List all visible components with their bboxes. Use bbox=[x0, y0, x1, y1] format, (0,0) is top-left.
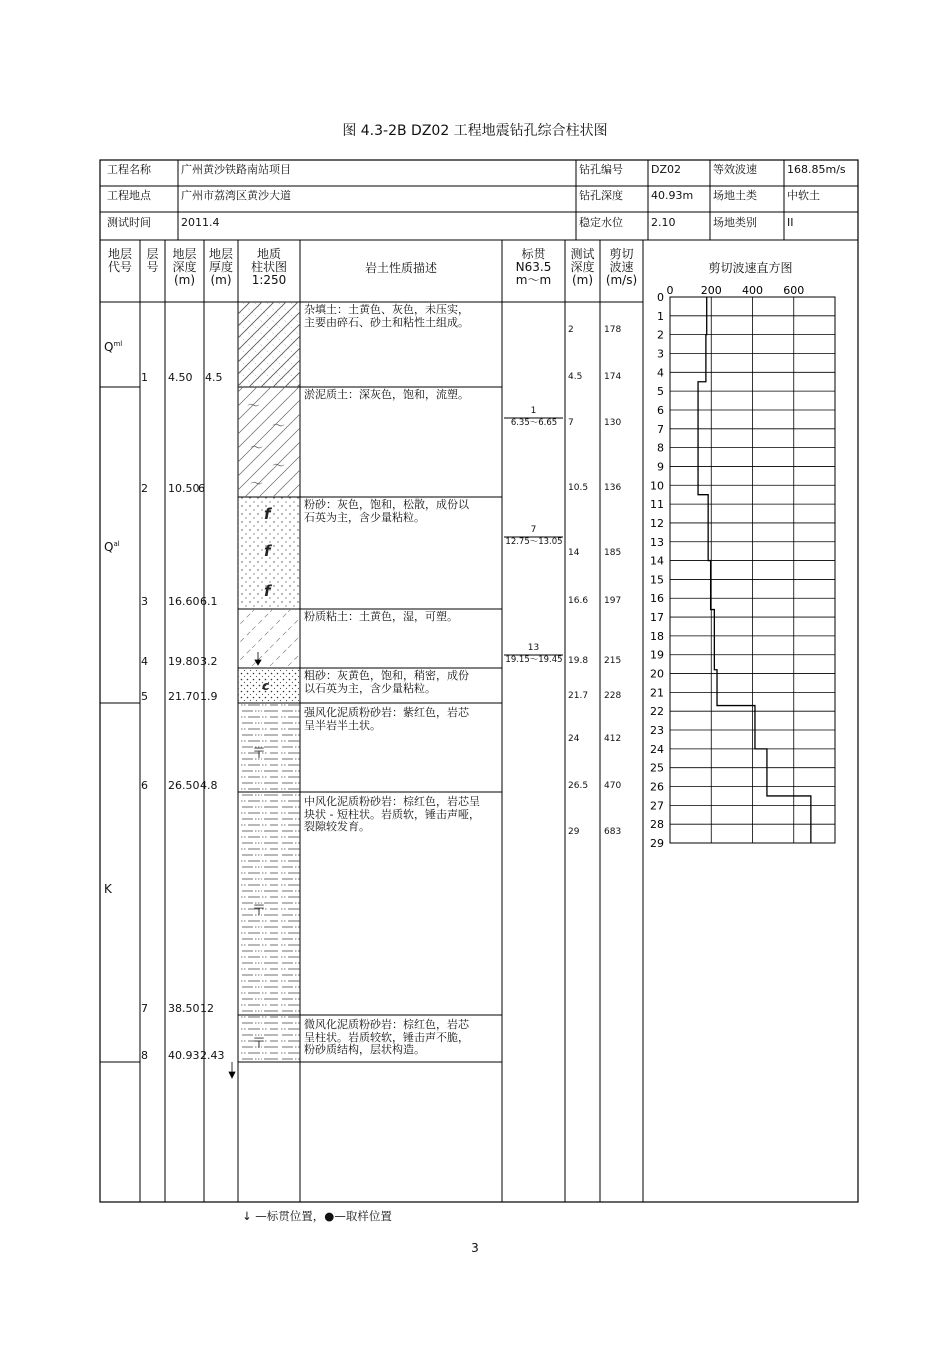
hole-no: DZ02 bbox=[651, 163, 682, 176]
header-column: 地质 柱状图 1:250 bbox=[250, 247, 287, 287]
site-label: 工程地点 bbox=[107, 189, 151, 202]
chart-y-tick: 19 bbox=[650, 648, 664, 662]
water-label: 稳定水位 bbox=[579, 216, 623, 229]
test-depth: 4.5 bbox=[568, 372, 583, 382]
chart-y-tick: 22 bbox=[650, 705, 664, 719]
chart-y-tick: 26 bbox=[650, 780, 664, 794]
layer-thickness: 1.9 bbox=[200, 690, 218, 703]
chart-y-tick: 15 bbox=[650, 573, 664, 587]
test-velocity: 185 bbox=[604, 548, 622, 558]
svg-text:c: c bbox=[262, 679, 270, 693]
layer-no: 5 bbox=[141, 690, 148, 703]
svg-text:〒: 〒 bbox=[252, 746, 266, 762]
test-depth: 14 bbox=[568, 548, 580, 558]
test-depth: 29 bbox=[568, 827, 580, 837]
test-depth: 26.5 bbox=[568, 781, 589, 791]
hole-depth: 40.93m bbox=[651, 189, 694, 202]
spt-range: 19.15～19.45 bbox=[505, 655, 563, 665]
layer-thickness: 6 bbox=[198, 482, 205, 495]
layer-depth: 40.93 bbox=[168, 1049, 200, 1062]
hole-depth-label: 钻孔深度 bbox=[579, 189, 623, 202]
layer-description: 粗砂：灰黄色，饱和，稍密，成份以石英为主，含少量粘粒。 bbox=[304, 669, 469, 695]
layer-no: 6 bbox=[141, 779, 148, 792]
test-velocity: 174 bbox=[604, 372, 622, 382]
chart-y-tick: 20 bbox=[650, 667, 664, 681]
layer-thickness: 12 bbox=[200, 1002, 214, 1015]
test-depth: 10.5 bbox=[568, 483, 589, 493]
header-spt: 标贯 N63.5 m～m bbox=[515, 247, 552, 287]
layer-thickness: 4.8 bbox=[200, 779, 218, 792]
svg-text:〒: 〒 bbox=[252, 903, 266, 919]
header-layer: 层 号 bbox=[146, 247, 159, 274]
test-time: 2011.4 bbox=[181, 216, 220, 229]
svg-text:f: f bbox=[264, 505, 271, 523]
layer-description: 粉砂：灰色，饱和，松散，成份以石英为主，含少量粘粒。 bbox=[304, 498, 469, 524]
header-shear-velocity: 剪切 波速 (m/s) bbox=[605, 247, 638, 287]
layer-thickness: 6.1 bbox=[200, 595, 218, 608]
test-velocity: 215 bbox=[604, 656, 622, 666]
chart-y-tick: 25 bbox=[650, 761, 664, 775]
svg-text:f: f bbox=[264, 582, 271, 600]
spt-count: 1 bbox=[530, 406, 537, 416]
chart-y-tick: 14 bbox=[650, 554, 664, 568]
age-code-k: K bbox=[104, 882, 112, 896]
age-code-qml: $Q^{ml}$ bbox=[104, 340, 123, 354]
chart-y-tick: 18 bbox=[650, 629, 664, 643]
svg-text:〜: 〜 bbox=[272, 459, 286, 474]
test-depth: 2 bbox=[568, 325, 574, 335]
chart-y-tick: 29 bbox=[650, 837, 664, 850]
chart-y-tick: 8 bbox=[657, 441, 664, 455]
layer-thickness: 2.43 bbox=[200, 1049, 225, 1062]
layer-no: 8 bbox=[141, 1049, 148, 1062]
layer-description: 杂填土：土黄色、灰色，未压实，主要由碎石、砂土和粘性土组成。 bbox=[304, 303, 469, 329]
layer-no: 3 bbox=[141, 595, 148, 608]
site-class: II bbox=[787, 216, 794, 229]
site-class-label: 场地类别 bbox=[713, 216, 757, 229]
layer-description: 微风化泥质粉砂岩：棕红色，岩芯呈柱状。岩质较软，锤击声不脆，粉砂质结构，层状构造。 bbox=[304, 1018, 469, 1056]
layer-description: 中风化泥质粉砂岩：棕红色，岩芯呈块状 - 短柱状。岩质软，锤击声哑，裂隙较发育。 bbox=[304, 795, 480, 833]
layer-description: 淤泥质土：深灰色，饱和，流塑。 bbox=[304, 388, 469, 401]
layer-depth: 26.50 bbox=[168, 779, 200, 792]
soil-type-label: 场地土类 bbox=[713, 189, 757, 202]
page-number: 3 bbox=[471, 1241, 479, 1255]
svg-text:〜: 〜 bbox=[247, 399, 261, 414]
test-velocity: 178 bbox=[604, 325, 622, 335]
test-depth: 7 bbox=[568, 418, 574, 428]
chart-x-tick: 0 bbox=[666, 284, 674, 297]
chart-y-tick: 28 bbox=[650, 818, 664, 832]
site: 广州市荔湾区黄沙大道 bbox=[181, 189, 291, 202]
chart-y-tick: 6 bbox=[657, 403, 664, 417]
chart-y-tick: 2 bbox=[657, 328, 664, 342]
svg-text:f: f bbox=[264, 542, 271, 560]
chart-y-tick: 13 bbox=[650, 535, 664, 549]
layer-no: 2 bbox=[141, 482, 148, 495]
chart-y-tick: 16 bbox=[650, 592, 664, 606]
test-depth: 21.7 bbox=[568, 691, 589, 701]
test-velocity: 470 bbox=[604, 781, 622, 791]
spt-range: 6.35～6.65 bbox=[510, 418, 558, 428]
layer-no: 4 bbox=[141, 655, 148, 668]
header-histogram: 剪切波速直方图 bbox=[708, 261, 793, 275]
chart-y-tick: 5 bbox=[657, 385, 664, 399]
test-depth: 16.6 bbox=[568, 596, 589, 606]
chart-y-tick: 27 bbox=[650, 799, 664, 813]
shear-velocity-chart bbox=[650, 284, 835, 850]
spt-count: 13 bbox=[527, 643, 540, 653]
equiv-vel-label: 等效波速 bbox=[713, 163, 757, 176]
layer-description: 粉质粘土：土黄色，湿，可塑。 bbox=[304, 610, 458, 623]
chart-y-tick: 7 bbox=[657, 422, 664, 436]
svg-text:〜: 〜 bbox=[272, 419, 286, 434]
chart-y-tick: 23 bbox=[650, 724, 664, 738]
layer-no: 7 bbox=[141, 1002, 148, 1015]
svg-text:〜: 〜 bbox=[250, 477, 264, 492]
chart-y-tick: 21 bbox=[650, 686, 664, 700]
chart-y-tick: 11 bbox=[650, 498, 664, 512]
chart-y-tick: 24 bbox=[650, 742, 664, 756]
spt-count: 7 bbox=[530, 525, 537, 535]
layer-no: 1 bbox=[141, 371, 148, 384]
header-code: 地层 代号 bbox=[107, 247, 132, 274]
layer-depth: 4.50 bbox=[168, 371, 193, 384]
layer-depth: 16.60 bbox=[168, 595, 200, 608]
equiv-vel: 168.85m/s bbox=[787, 163, 846, 176]
header-description: 岩土性质描述 bbox=[364, 261, 437, 275]
header-test-depth: 测试 深度 (m) bbox=[570, 247, 595, 287]
project-name: 广州黄沙铁路南站项目 bbox=[181, 163, 291, 176]
layer-description: 强风化泥质粉砂岩：紫红色，岩芯呈半岩半土状。 bbox=[304, 706, 469, 732]
chart-y-tick: 1 bbox=[657, 309, 664, 323]
chart-x-tick: 200 bbox=[700, 284, 722, 297]
chart-y-tick: 12 bbox=[650, 516, 664, 530]
layer-depth: 21.70 bbox=[168, 690, 200, 703]
chart-y-tick: 4 bbox=[657, 366, 664, 380]
chart-x-tick: 400 bbox=[742, 284, 763, 297]
layer-depth: 38.50 bbox=[168, 1002, 200, 1015]
layer-depth: 19.80 bbox=[168, 655, 200, 668]
project-name-label: 工程名称 bbox=[107, 163, 151, 176]
figure-title: 图 4.3-2B DZ02 工程地震钻孔综合柱状图 bbox=[342, 123, 608, 139]
layer-depth: 10.50 bbox=[168, 482, 200, 495]
svg-text:〒: 〒 bbox=[252, 1036, 266, 1052]
hole-no-label: 钻孔编号 bbox=[579, 163, 623, 176]
chart-y-tick: 9 bbox=[657, 460, 664, 474]
legend-footer: ↓ —标贯位置，●—取样位置 bbox=[242, 1209, 392, 1223]
test-velocity: 228 bbox=[604, 691, 622, 701]
header-thickness: 地层 厚度 (m) bbox=[208, 247, 233, 287]
chart-y-tick: 17 bbox=[650, 611, 664, 625]
test-velocity: 683 bbox=[604, 827, 622, 837]
test-depth: 24 bbox=[568, 734, 580, 744]
age-code-qal: $Q^{al}$ bbox=[104, 540, 120, 554]
layer-thickness: 4.5 bbox=[205, 371, 223, 384]
layer-thickness: 3.2 bbox=[200, 655, 218, 668]
test-velocity: 130 bbox=[604, 418, 622, 428]
chart-x-tick: 600 bbox=[783, 284, 805, 297]
header-depth: 地层 深度 (m) bbox=[172, 247, 197, 287]
test-depth: 19.8 bbox=[568, 656, 589, 666]
water: 2.10 bbox=[651, 216, 676, 229]
chart-y-tick: 3 bbox=[657, 347, 664, 361]
soil-type: 中软土 bbox=[787, 189, 820, 202]
chart-y-tick: 0 bbox=[657, 291, 664, 304]
test-velocity: 197 bbox=[604, 596, 622, 606]
test-time-label: 测试时间 bbox=[107, 216, 151, 229]
svg-text:〜: 〜 bbox=[250, 441, 264, 456]
test-velocity: 412 bbox=[604, 734, 622, 744]
test-velocity: 136 bbox=[604, 483, 622, 493]
chart-y-tick: 10 bbox=[650, 479, 664, 493]
spt-range: 12.75～13.05 bbox=[505, 537, 563, 547]
